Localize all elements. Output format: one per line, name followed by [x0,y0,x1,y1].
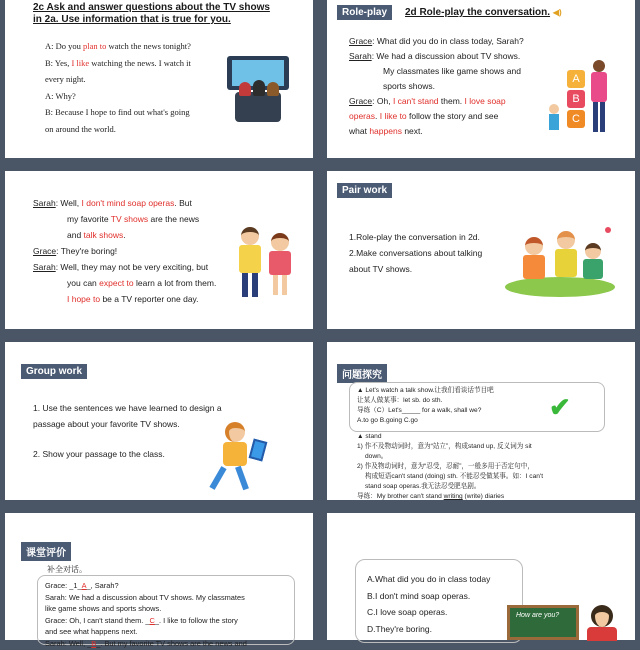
slide-role-play[interactable] [327,0,635,158]
option-c[interactable]: C.I love soap operas. [367,607,448,617]
line: Grace: What did you do in class today, Sarah? [349,36,524,46]
slide-dialogue-continued[interactable] [5,171,313,329]
class-assessment-tag: 课堂评价 [21,542,71,561]
line: you can expect to learn a lot from them. [67,278,217,288]
line: on around the world. [45,123,116,134]
slide-group-work[interactable] [5,342,313,500]
line: operas. I like to follow the story and see [349,111,499,121]
option-a[interactable]: A.What did you do in class today [367,574,491,584]
answer-options [367,571,490,637]
slide-question-exploration[interactable] [327,342,635,500]
speaker-icon[interactable]: ◀) [552,8,562,17]
two-kids-illustration [237,227,301,307]
option-d[interactable]: D.They're boring. [367,623,432,634]
abc-blocks-illustration: A B C [549,60,629,140]
role-play-title: 2d Role-play the conversation. ◀) [405,7,562,18]
pair-work-instructions: 1.Role-play the conversation in 2d. 2.Make conversations about talking about TV shows. [349,232,483,274]
usage-notes: ▲ Let's watch a talk show.让我们看谈话节目吧 让某人做某事：let sb. do sth. 导练（C）Let's_____ for a walk, shall we? A.to go B.going C.go ▲ stand 1) 作不及物动词时，意为“站立”，构成stand up, 反义词为 sit down。 2) 作及物动词时，意为“忍受，忍耐”，一般多用于否定句中， 构成短语can't stand (doing) sth. 不能忍受做某事。如：I can't stand soap operas.我无法忍受肥皂剧。 导练：My brother can't stand writing (write) diaries [357,387,544,500]
board-text: How are you? [516,612,560,619]
line: Sarah: Well, I don't mind soap operas. But [33,198,192,208]
line: Grace: Oh, I can't stand them. I love soap [349,96,506,106]
option-b[interactable]: B.I don't mind soap operas. [367,590,471,601]
line: A: Why? [45,90,76,101]
dialogue-continued [33,195,216,307]
girl-with-tablet-illustration [211,416,281,496]
line: Sarah: We had a discussion about TV shows. [349,51,521,61]
slide-2c[interactable] [5,0,313,158]
group-work-instructions: 1. Use the sentences we have learned to design a passage about your favorite TV shows. 2. Show your passage to the class. [33,403,222,459]
pair-work-tag: Pair work [337,183,392,198]
teacher-board-illustration [507,605,627,640]
line: I hope to be a TV reporter one day. [67,294,199,304]
line: Grace: They're boring! [33,246,118,256]
assessment-dialogue: Grace: _1_A_, Sarah? Sarah: We had a discussion about TV shows. My classmates like game shows and sports shows. Grace: Oh, I can't stand them. _C_. I like to follow the story and see what happens next. Sarah: Well, _B_. But my favorite TV shows are the news and [45,581,247,648]
line: B: Because I hope to find out what's going [45,107,190,117]
question-exploration-tag: 问题探究 [337,364,387,383]
line: sports shows. [383,81,435,91]
line: B: Yes, I like watching the news. I watch it [45,57,191,68]
tv-family-illustration [223,56,293,126]
line: every night. [45,74,86,84]
slide-options[interactable] [327,513,635,640]
line: A: Do you plan to watch the news tonight? [45,41,191,51]
slide-pair-work[interactable] [327,171,635,329]
line: Sarah: Well, they may not be very exciting, but [33,262,209,272]
role-play-tag: Role-play [337,5,392,20]
assessment-subtitle: 补全对话。 [47,565,87,574]
check-mark-icon: ✔ [549,392,571,422]
slide-class-assessment[interactable] [5,513,313,648]
kids-picnic-illustration [505,223,615,303]
role-play-dialogue [349,34,524,139]
group-work-tag: Group work [21,364,87,379]
line: My classmates like game shows and [383,66,521,76]
line: what happens next. [349,126,423,136]
line: my favorite TV shows are the news [67,214,200,224]
slide-2c-heading: 2c Ask and answer questions about the TV shows in 2a. Use information that is true for you. [33,2,270,25]
dialogue-2c [45,38,191,137]
line: and talk shows. [67,230,126,240]
